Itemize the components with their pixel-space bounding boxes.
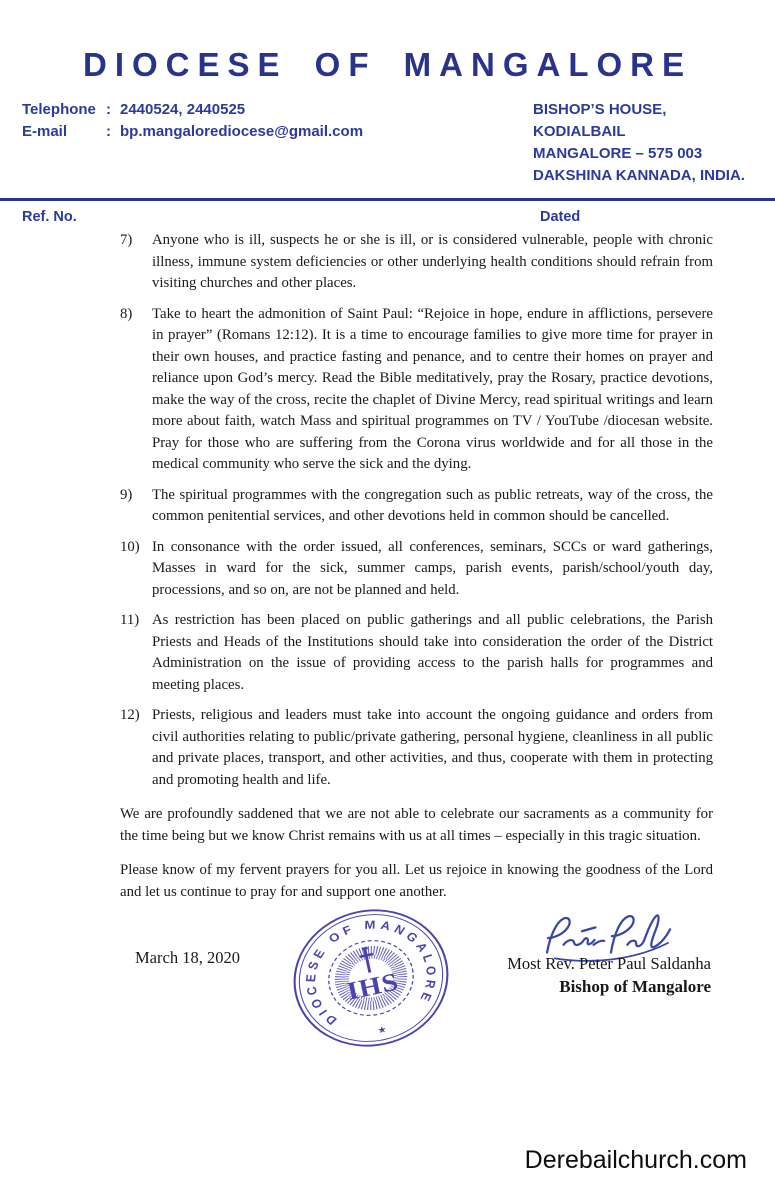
ref-dated-row <box>22 209 753 227</box>
telephone-label: Telephone <box>22 101 96 118</box>
contact-block <box>22 99 363 143</box>
item-number: 12) <box>120 707 140 723</box>
telephone-colon: : <box>106 101 111 118</box>
list-item <box>120 485 713 528</box>
signatory-title: Bishop of Mangalore <box>559 977 711 996</box>
header-divider <box>0 198 775 201</box>
address-line: MANGALORE – 575 003 <box>533 145 703 162</box>
seal-ihs-text: IHS <box>344 967 402 1006</box>
address-line: BISHOP’S HOUSE, KODIALBAIL <box>533 101 667 140</box>
website-watermark: Derebailchurch.com <box>524 1146 747 1174</box>
item-text: Take to heart the admonition of Saint Paul: “Rejoice in hope, endure in afflictions, persevere in prayer” (Romans 12:12). It is a time to encourage families to give more time for prayer in their own houses, and practice fasting and penance, and to centre their homes on prayer and reliance upon God’s mercy. Read the Bible meditatively, pray the Rosary, practice devotions, make the way of the cross, recite the chaplet of Divine Mercy, read spiritual writings and learn more about faith, watch Mass and spiritual programmes on TV / YouTube /diocesan website. Pray for those who are suffering from the Corona virus worldwide and for all those in the medical community who serve the sick and the dying. <box>152 305 713 472</box>
signature-block <box>471 908 711 997</box>
letterhead-contact-row <box>22 99 761 187</box>
seal-ring-text: DIOCESE OF MANGALORE <box>303 918 439 1028</box>
list-item <box>120 537 713 602</box>
ref-no-label: Ref. No. <box>22 209 77 225</box>
item-text: Anyone who is ill, suspects he or she is ill, or is considered vulnerable, people with chronic illness, immune system deficiencies or other underlying health conditions should refrain from visiting churches and other places. <box>152 232 713 291</box>
list-item <box>120 705 713 791</box>
email-value: bp.mangalorediocese@gmail.com <box>120 123 364 140</box>
diocese-seal-stamp <box>278 893 464 1063</box>
item-text: In consonance with the order issued, all conferences, seminars, SCCs or ward gatherings, Masses in ward for the sick, summer camps, parish events, parish/school/youth day, processions, and so on, are not be planned and held. <box>152 538 713 598</box>
item-number: 9) <box>120 486 133 503</box>
closing-paragraph: Please know of my fervent prayers for you all. Let us rejoice in knowing the goodness of the Lord and let us continue to pray for and support one another. <box>120 862 713 900</box>
item-text: The spiritual programmes with the congregation such as public retreats, way of the cross, the common penitential services, and other devotions held in common should be cancelled. <box>152 486 713 524</box>
letterhead-title: DIOCESE OF MANGALORE <box>82 46 693 83</box>
letter-footer <box>0 912 775 1174</box>
signatory-name: Most Rev. Peter Paul Saldanha <box>507 954 711 973</box>
dated-label: Dated <box>540 209 581 225</box>
telephone-line <box>22 99 363 121</box>
item-number: 8) <box>120 305 133 322</box>
list-item <box>120 230 713 295</box>
item-number: 10) <box>120 538 140 555</box>
seal-star-icon: ★ <box>376 1024 388 1037</box>
item-text: As restriction has been placed on public gatherings and all public celebrations, the Parish Priests and Heads of the Institutions should take into consideration the order of the District Administration on the issue of providing access to the parish halls for programmes and meeting places. <box>152 612 713 693</box>
email-colon: : <box>106 123 111 140</box>
telephone-value: 2440524, 2440525 <box>120 101 246 118</box>
list-item <box>120 610 713 696</box>
closing-paragraph: We are profoundly saddened that we are not able to celebrate our sacraments as a community for the time being but we know Christ remains with us at all times – especially in this tragic situation. <box>120 806 713 844</box>
item-number: 7) <box>120 232 133 248</box>
list-item <box>120 304 713 476</box>
address-block <box>533 99 761 187</box>
item-text: Priests, religious and leaders must take into account the ongoing guidance and orders from civil authorities relating to public/private gathering, personal hygiene, cleanliness in all public and private places, transport, and other activities, and thus, cooperate with them in protecting and promoting health and life. <box>152 707 713 788</box>
seal-graphic <box>278 893 464 1063</box>
item-number: 11) <box>120 612 140 628</box>
email-line <box>22 121 363 143</box>
email-label: E-mail <box>22 123 68 140</box>
letter-body <box>120 230 713 903</box>
letter-date: March 18, 2020 <box>135 948 240 967</box>
address-line: DAKSHINA KANNADA, INDIA. <box>533 167 745 184</box>
